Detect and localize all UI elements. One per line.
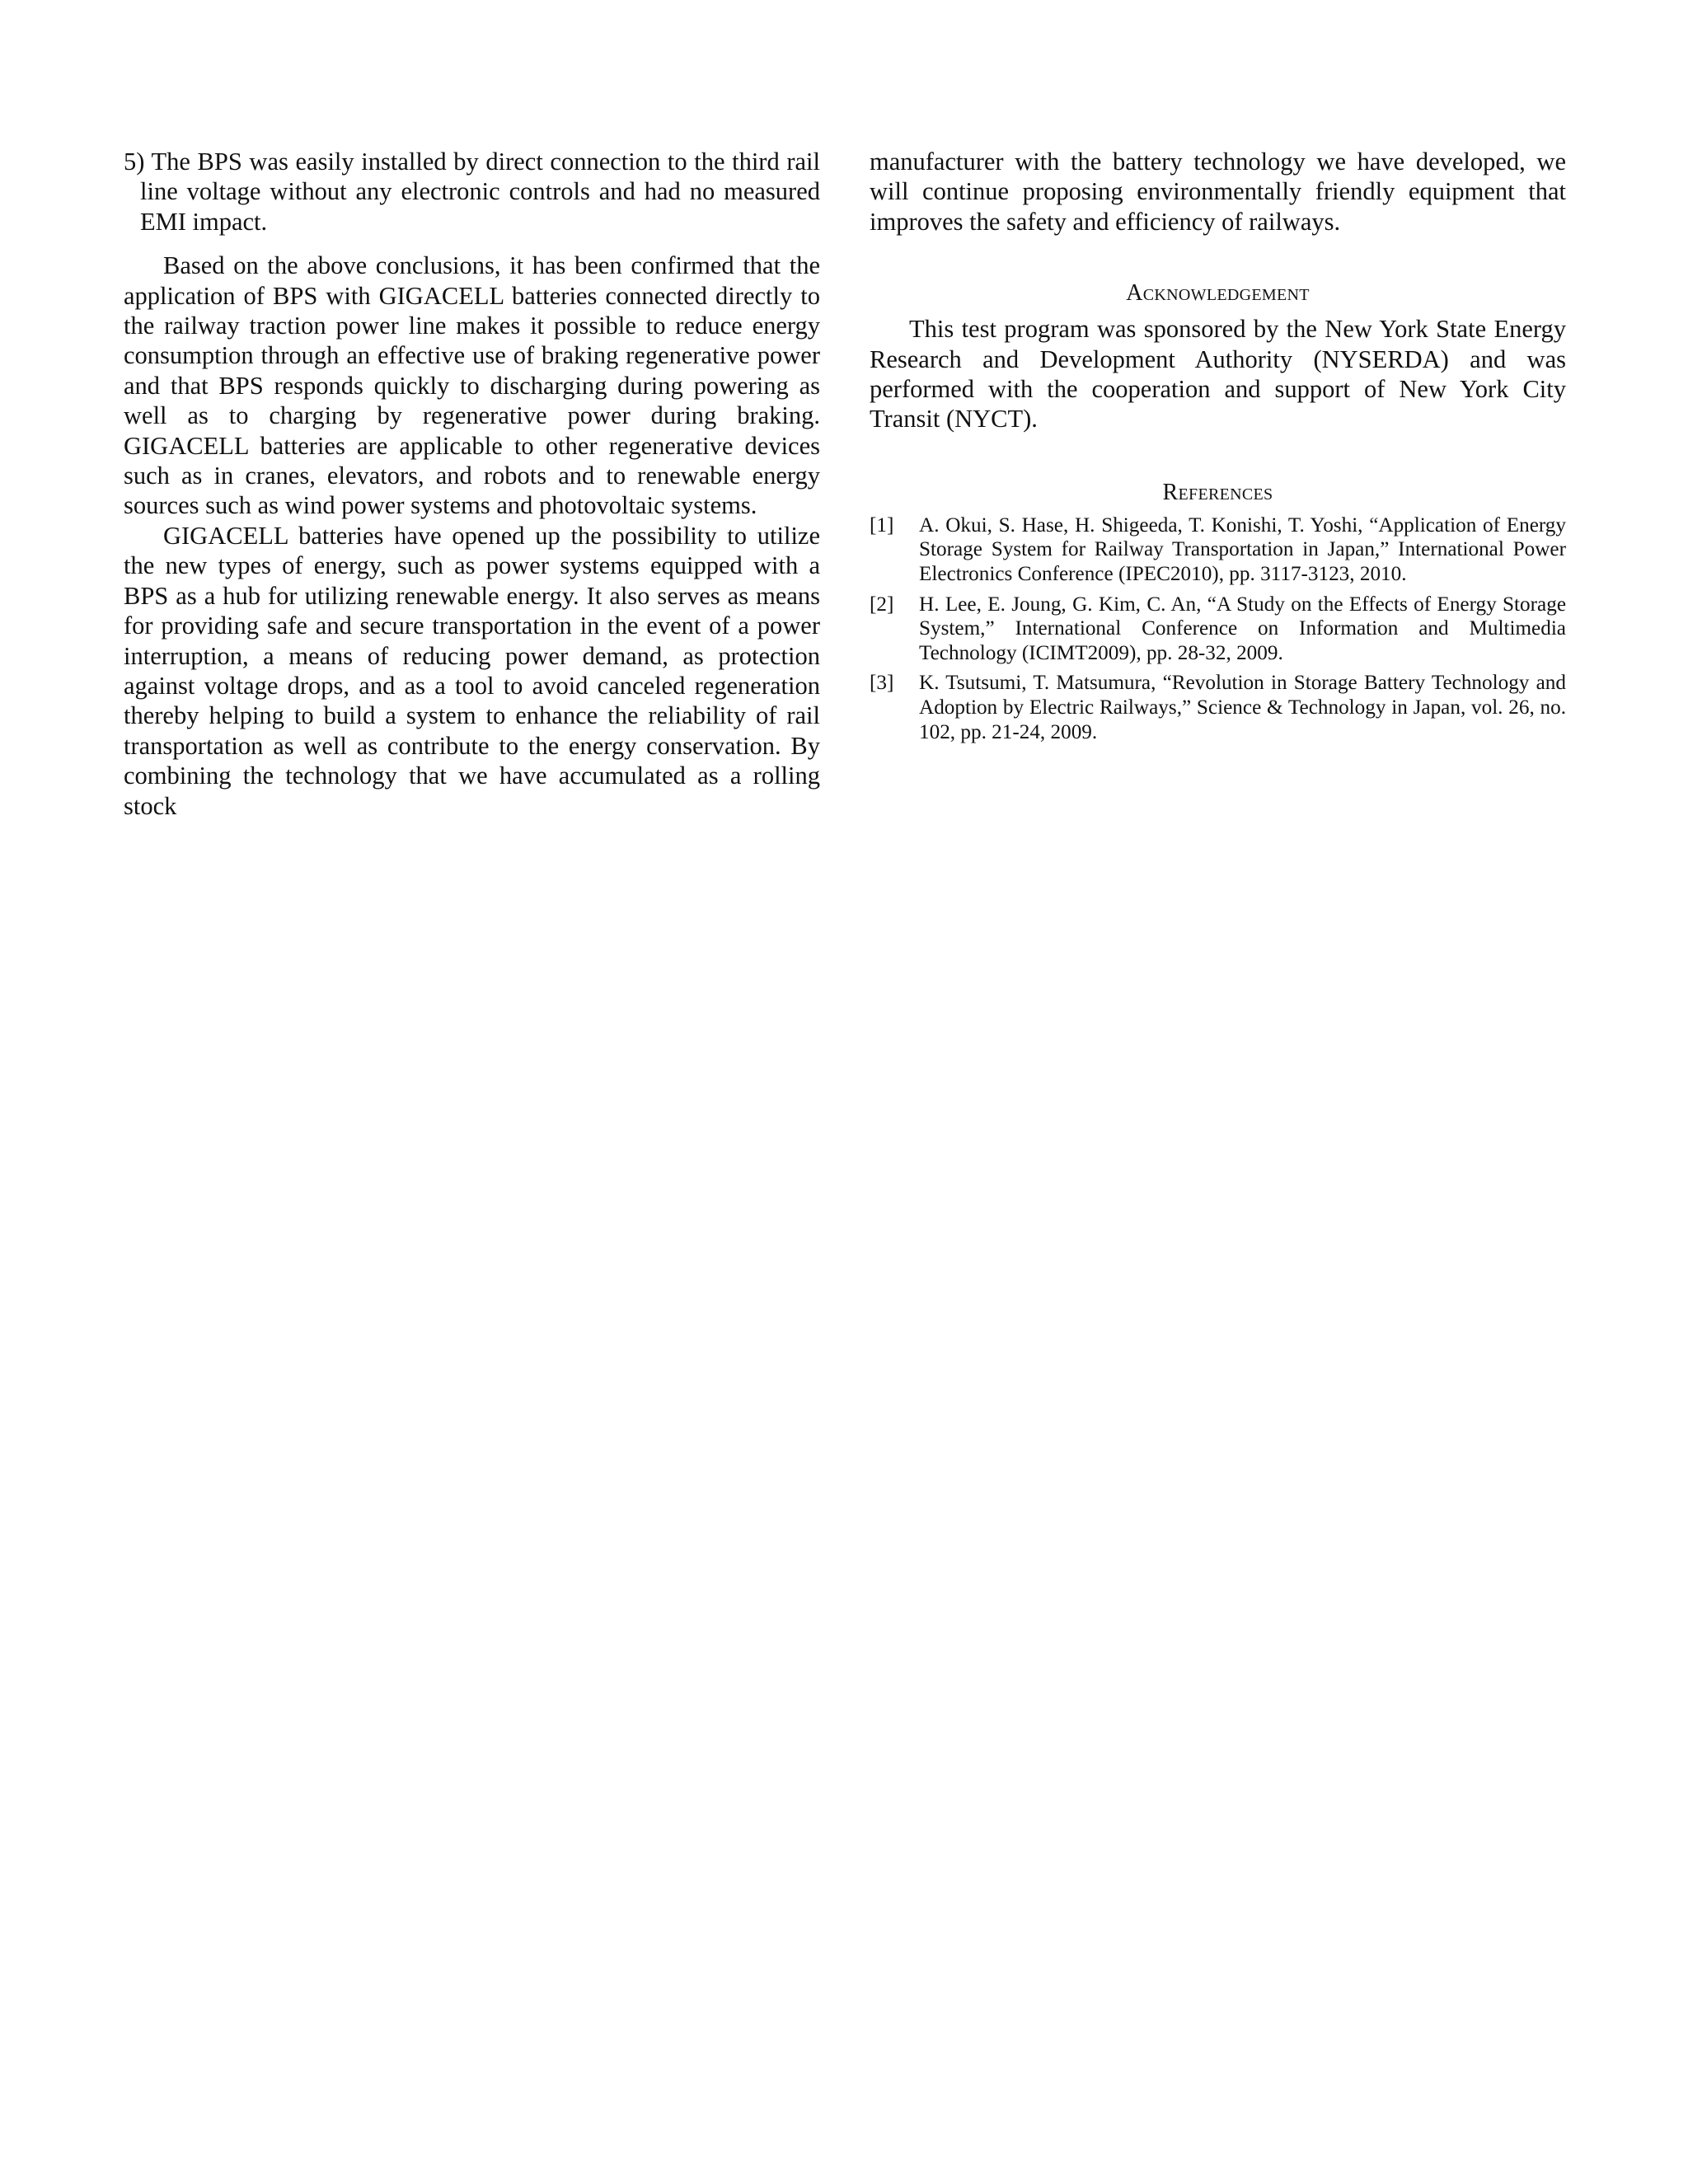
- reference-number: [3]: [870, 672, 894, 695]
- acknowledgement-heading: Acknowledgement: [1126, 280, 1310, 307]
- reference-item: [870, 671, 1566, 744]
- conclusion-paragraph-2: GIGACELL batteries have opened up the possibility to utilize the new types of energy, such as power systems equipped with a BPS as a hub for utilizing renewable energy. It also serves as means for providing safe and secure transportation in the event of a power interruption, a means of reducing power demand, as protection against voltage drops, and as a tool to avoid canceled regeneration thereby helping to build a system to enhance the reliability of rail transportation as well as contribute to the energy conservation. By combining the technology that we have accumulated as a rolling stock: [124, 521, 820, 820]
- conclusion-list-item-5: 5) The BPS was easily installed by direct connection to the third rail line voltage without any electronic controls and had no measured EMI impact.: [124, 148, 820, 236]
- reference-text: H. Lee, E. Joung, G. Kim, C. An, “A Study on the Effects of Energy Storage System,” International Conference on Information and Multimedia Technology (ICIMT2009), pp. 28-32, 2009.: [919, 593, 1566, 664]
- acknowledgement-text: This test program was sponsored by the New York State Energy Research and Development Authority (NYSERDA) and was performed with the cooperation and support of New York City Transit (NYCT).: [870, 315, 1566, 434]
- reference-text: A. Okui, S. Hase, H. Shigeeda, T. Konishi, T. Yoshi, “Application of Energy Storage System for Railway Transportation in Japan,” International Power Electronics Conference (IPEC2010), pp. 3117-3123, 2010.: [919, 513, 1566, 586]
- reference-text: K. Tsutsumi, T. Matsumura, “Revolution in Storage Battery Technology and Adoption by Electric Railways,” Science & Technology in Japan, vol. 26, no. 102, pp. 21-24, 2009.: [919, 672, 1566, 743]
- right-column: [870, 147, 1566, 750]
- conclusion-paragraph-1: Based on the above conclusions, it has been confirmed that the application of BPS with GIGACELL batteries connected directly to the railway traction power line makes it possible to reduce energy consumption through an effective use of braking regenerative power and that BPS responds quickly to discharging during powering as well as to charging by regenerative power during braking. GIGACELL batteries are applicable to other regenerative devices such as in cranes, elevators, and robots and to renewable energy sources such as wind power systems and photovoltaic systems.: [124, 251, 820, 520]
- reference-item: [870, 513, 1566, 587]
- references-list: [870, 513, 1566, 744]
- left-column: [124, 147, 820, 821]
- references-heading: References: [1162, 479, 1273, 505]
- reference-number: [1]: [870, 513, 894, 537]
- reference-item: [870, 593, 1566, 666]
- reference-number: [2]: [870, 593, 894, 616]
- conclusion-paragraph-continuation: manufacturer with the battery technology we have developed, we will continue proposing environmentally friendly equipment that improves the safety and efficiency of railways.: [870, 148, 1566, 236]
